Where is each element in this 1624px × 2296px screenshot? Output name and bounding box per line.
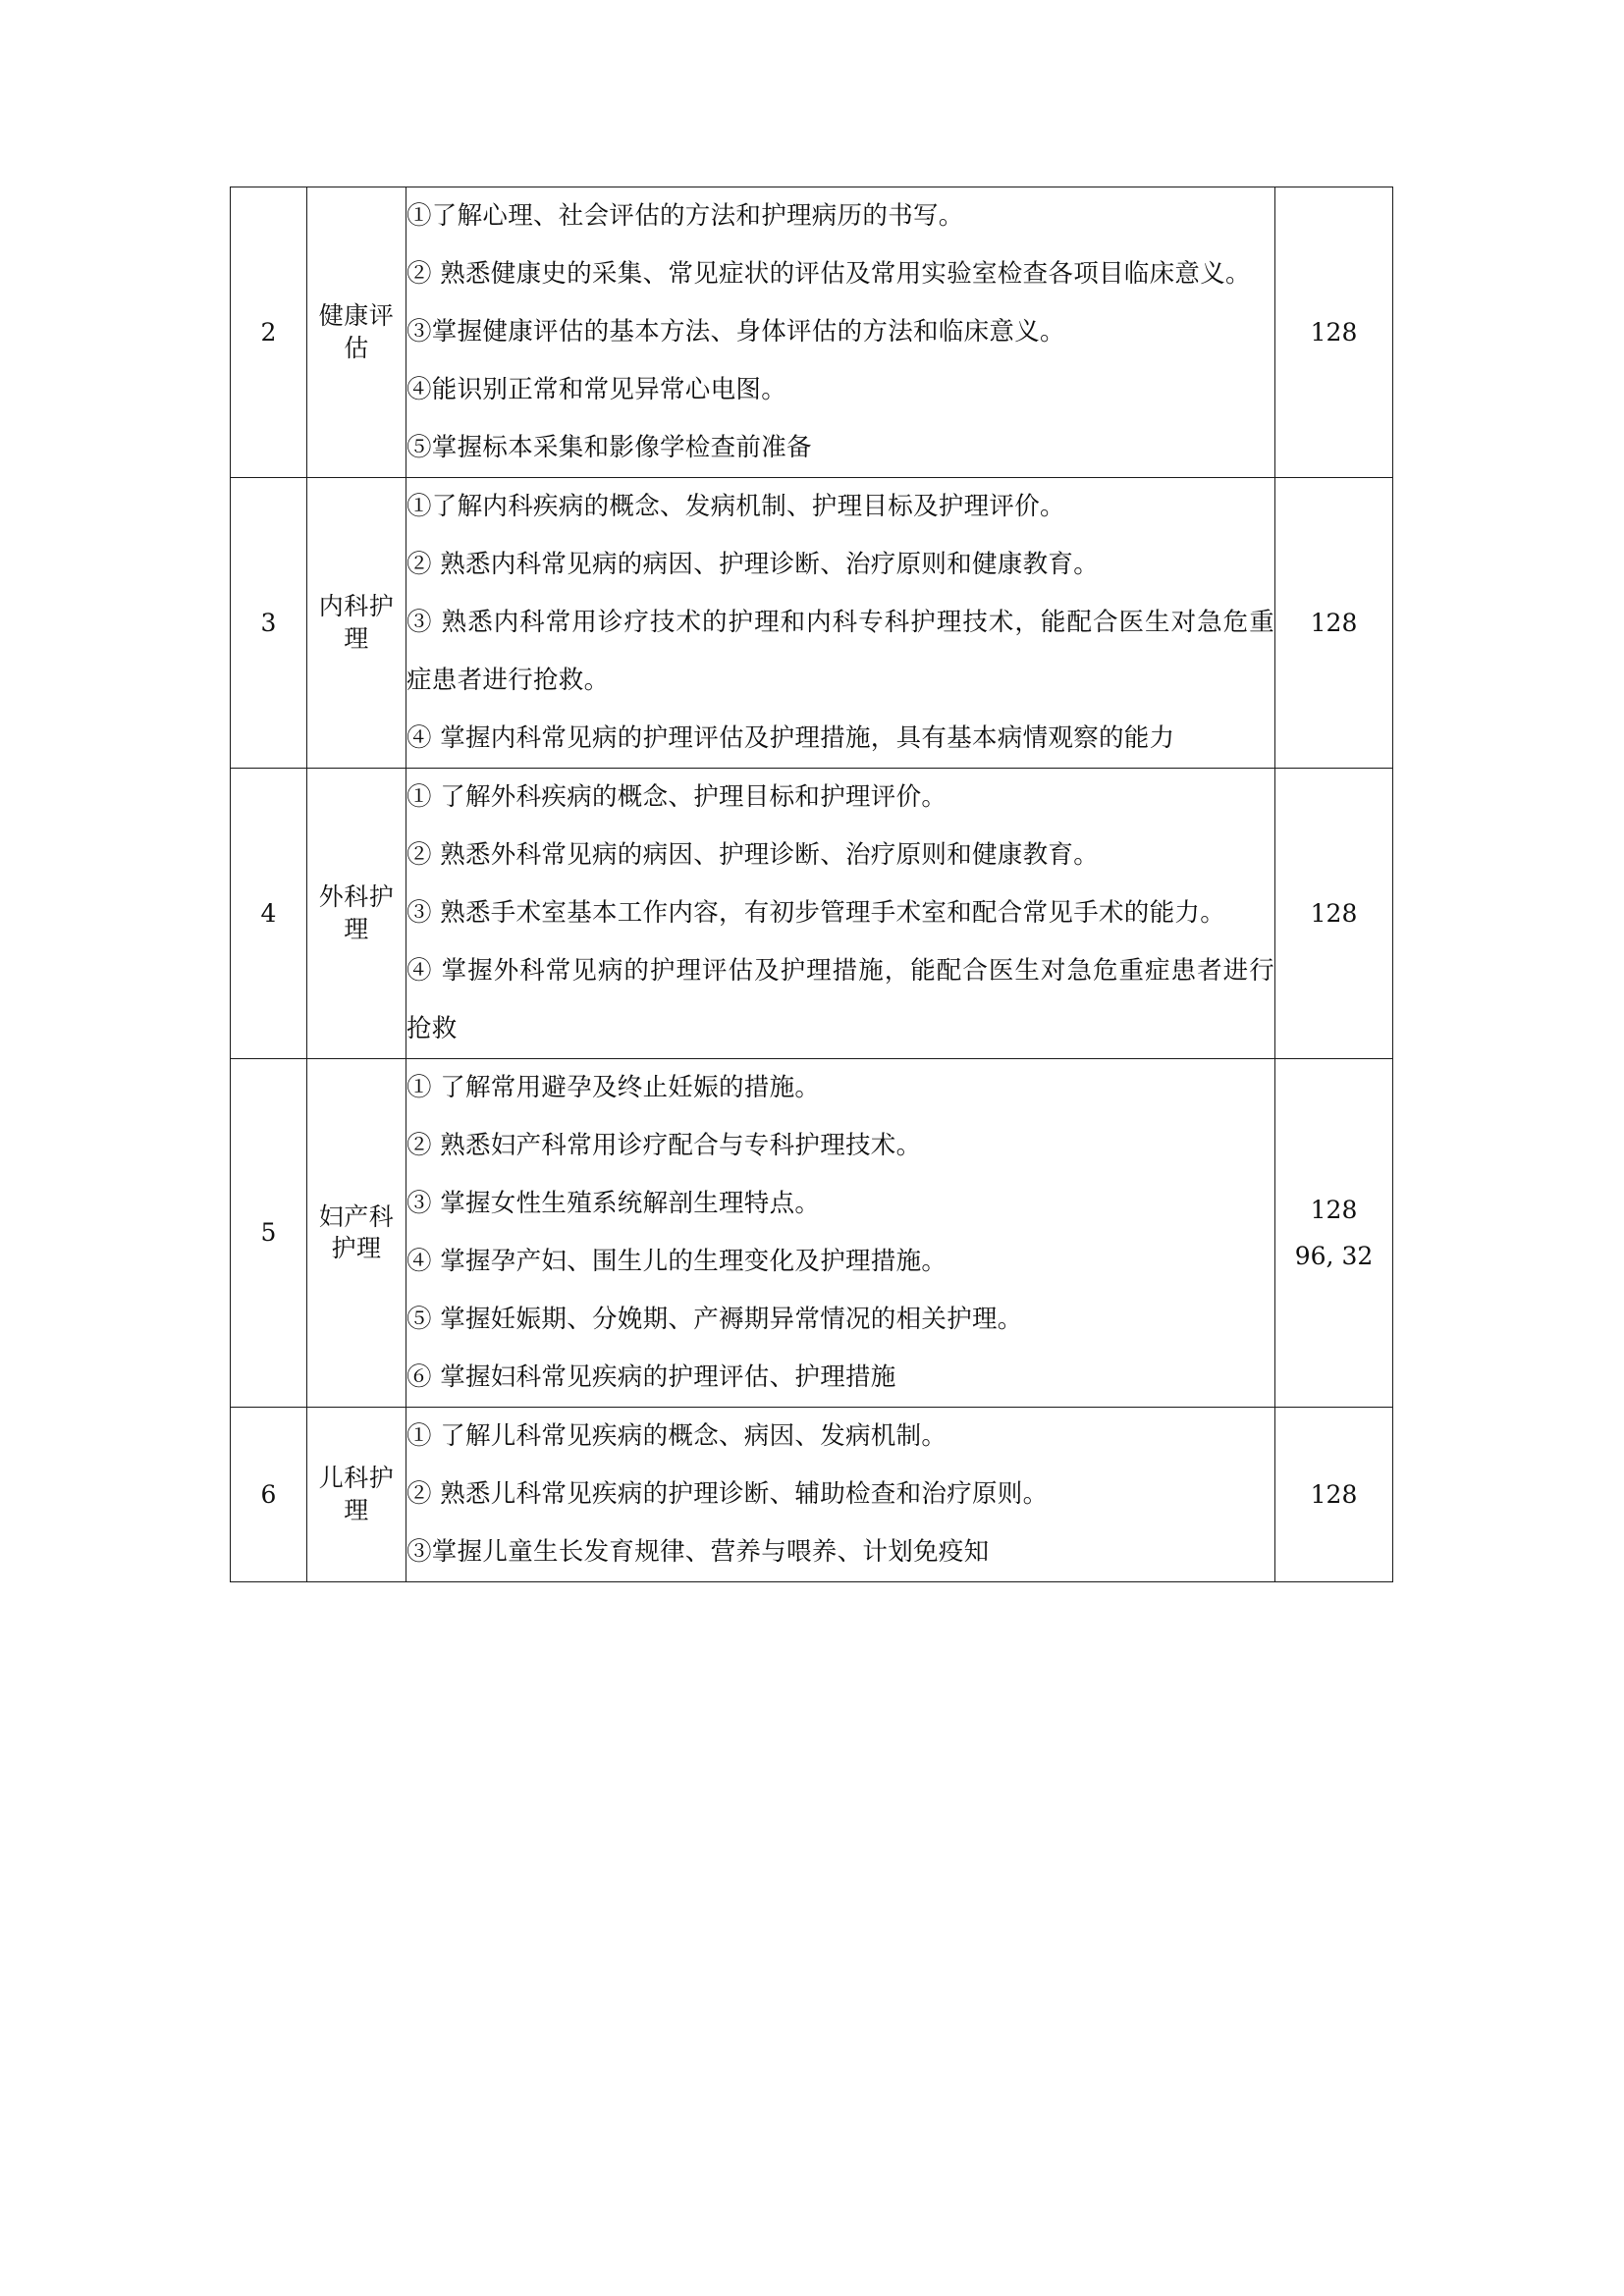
content-line: ① 了解儿科常见疾病的概念、病因、发病机制。 — [406, 1421, 947, 1451]
table-row — [231, 187, 1393, 478]
content-line: ② 熟悉外科常见病的病因、护理诊断、治疗原则和健康教育。 — [406, 840, 1100, 870]
course-content-cell — [406, 1408, 1275, 1582]
row-index-cell: 3 — [231, 478, 307, 769]
course-content-cell — [406, 187, 1275, 478]
course-hours-cell — [1275, 1408, 1393, 1582]
curriculum-table-container — [230, 187, 1392, 1582]
course-content-cell — [406, 478, 1275, 769]
course-name-cell: 内科护理 — [307, 478, 406, 769]
hours-value: 128 — [1310, 1195, 1358, 1224]
content-line: ①了解心理、社会评估的方法和护理病历的书写。 — [406, 201, 964, 231]
content-line: ③ 熟悉内科常用诊疗技术的护理和内科专科护理技术，能配合医生对急危重症患者进行抢救。 — [406, 608, 1274, 695]
content-line: ③掌握健康评估的基本方法、身体评估的方法和临床意义。 — [406, 317, 1065, 347]
content-line: ⑤掌握标本采集和影像学检查前准备 — [406, 433, 812, 462]
row-index-cell: 2 — [231, 187, 307, 478]
table-row — [231, 1059, 1393, 1408]
table-row — [231, 1408, 1393, 1582]
content-line: ①了解内科疾病的概念、发病机制、护理目标及护理评价。 — [406, 492, 1065, 521]
content-line: ⑥ 掌握妇科常见疾病的护理评估、护理措施 — [406, 1362, 896, 1392]
course-name-cell: 健康评估 — [307, 187, 406, 478]
row-index-cell: 4 — [231, 769, 307, 1059]
table-body — [231, 187, 1393, 1582]
table-row — [231, 769, 1393, 1059]
content-line: ① 了解常用避孕及终止妊娠的措施。 — [406, 1073, 821, 1102]
curriculum-table — [230, 187, 1393, 1582]
course-content-cell — [406, 769, 1275, 1059]
hours-breakdown: 96, 32 — [1294, 1242, 1374, 1270]
hours-value: 128 — [1310, 898, 1358, 928]
course-name-cell: 儿科护理 — [307, 1408, 406, 1582]
content-line: ③ 掌握女性生殖系统解剖生理特点。 — [406, 1189, 821, 1218]
row-index-cell: 5 — [231, 1059, 307, 1408]
course-name-cell: 妇产科护理 — [307, 1059, 406, 1408]
hours-value: 128 — [1310, 1479, 1358, 1509]
content-line: ④ 掌握孕产妇、围生儿的生理变化及护理措施。 — [406, 1247, 947, 1276]
course-name-cell: 外科护理 — [307, 769, 406, 1059]
hours-value: 128 — [1310, 608, 1358, 637]
content-line: ① 了解外科疾病的概念、护理目标和护理评价。 — [406, 782, 947, 812]
course-hours-cell — [1275, 478, 1393, 769]
hours-value: 128 — [1310, 317, 1358, 347]
content-line: ③掌握儿童生长发育规律、营养与喂养、计划免疫知 — [406, 1537, 990, 1567]
course-hours-cell — [1275, 769, 1393, 1059]
course-content-cell — [406, 1059, 1275, 1408]
content-line: ② 熟悉健康史的采集、常见症状的评估及常用实验室检查各项目临床意义。 — [406, 259, 1251, 289]
row-index-cell: 6 — [231, 1408, 307, 1582]
content-line: ② 熟悉内科常见病的病因、护理诊断、治疗原则和健康教育。 — [406, 550, 1100, 579]
content-line: ② 熟悉妇产科常用诊疗配合与专科护理技术。 — [406, 1131, 922, 1160]
content-line: ③ 熟悉手术室基本工作内容，有初步管理手术室和配合常见手术的能力。 — [406, 898, 1226, 928]
content-line: ④能识别正常和常见异常心电图。 — [406, 375, 787, 404]
content-line: ⑤ 掌握妊娠期、分娩期、产褥期异常情况的相关护理。 — [406, 1305, 1023, 1334]
content-line: ④ 掌握内科常见病的护理评估及护理措施，具有基本病情观察的能力 — [406, 723, 1175, 753]
course-hours-cell — [1275, 1059, 1393, 1408]
course-hours-cell — [1275, 187, 1393, 478]
table-row — [231, 478, 1393, 769]
content-line: ② 熟悉儿科常见疾病的护理诊断、辅助检查和治疗原则。 — [406, 1479, 1049, 1509]
content-line: ④ 掌握外科常见病的护理评估及护理措施，能配合医生对急危重症患者进行抢救 — [406, 956, 1274, 1043]
